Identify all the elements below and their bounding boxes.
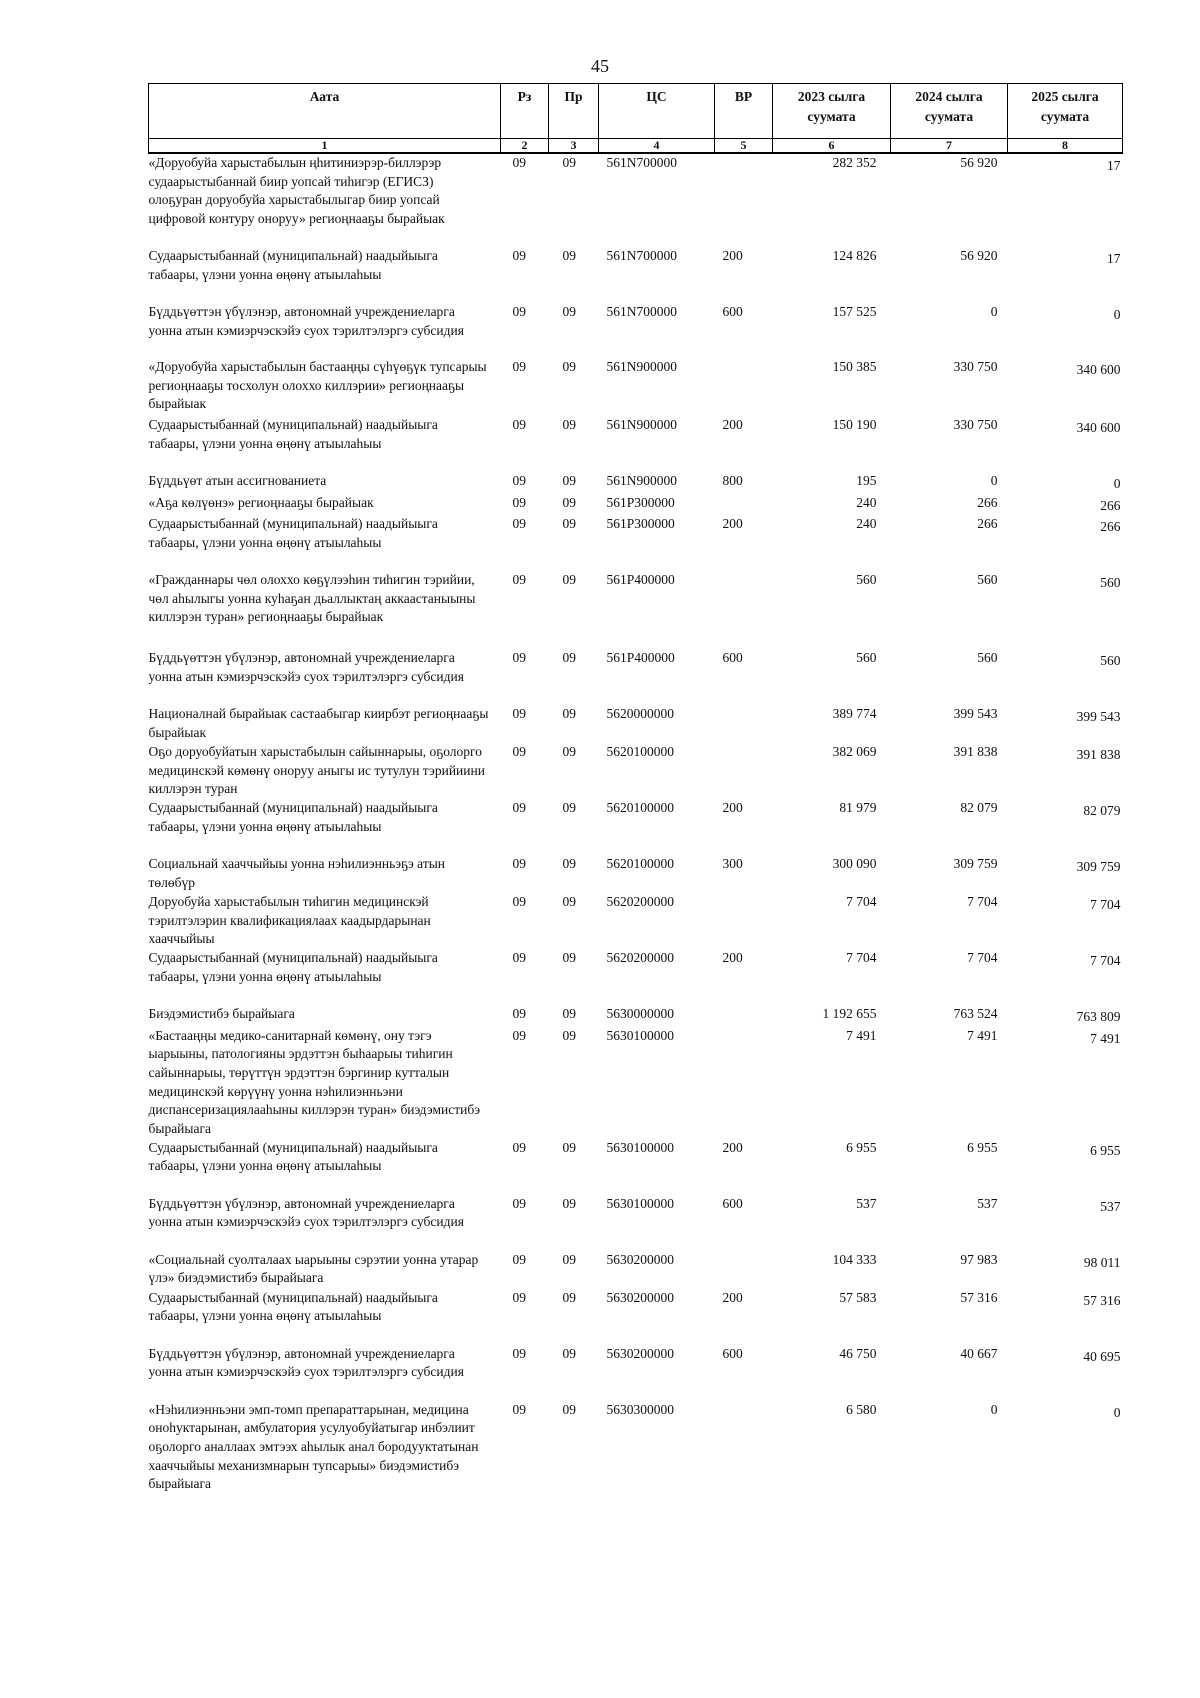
table-row [149, 893, 1123, 949]
row-amount-2024: 330 750 [953, 417, 998, 432]
row-pr: 09 [562, 572, 576, 588]
row-amount-2023: 104 333 [832, 1251, 877, 1267]
row-amount-2023: 195 [856, 473, 877, 488]
row-amount-2024: 266 [977, 516, 998, 532]
row-name: Доруобуйа харыстабылын тиһигин медицинскэй тэрилтэлэрин квалификациялаах каадырдарынан хааччыйыы [148, 894, 431, 947]
table-row [149, 743, 1123, 799]
row-name: Судаарыстыбаннай (муниципальнай) наадыйыыга табаары, үлэни уонна өңөнү атыылаһыы [148, 516, 438, 550]
column-number: 8 [1008, 139, 1123, 154]
row-vr [715, 1005, 773, 1027]
row-amount-2025: 560 [1100, 653, 1121, 669]
table-row [149, 705, 1123, 743]
row-rz: 09 [512, 516, 526, 532]
row-pr: 09 [562, 1195, 576, 1211]
row-amount-2024: 7 491 [967, 1027, 998, 1043]
row-name: Биэдэмистибэ бырайыага [148, 1006, 295, 1022]
row-amount-2024: 6 955 [967, 1139, 998, 1155]
table-row [149, 416, 1123, 472]
row-name: «Бастааңңы медико-санитарнай көмөнү, ону тэгэ ыарыыны, патологияны эрдэттэн быһаарыы тиһигин сайыннарыы, төрүттүн эрдэттэн бэргинир кутталын медицинскэй көрүүнү уонна нэһилиэнньэни диспансеризациялааһыны киллэрэн туран» биэдэмистибэ бырайыага [148, 1027, 481, 1136]
row-vr: 200 [722, 800, 743, 816]
row-rz: 09 [512, 1289, 526, 1305]
row-name: «Аҕа көлүөнэ» региоңнааҕы бырайыак [148, 494, 374, 510]
row-pr: 09 [562, 894, 576, 910]
row-cs: 5630200000 [606, 1345, 674, 1361]
row-amount-2025: 763 809 [1076, 1009, 1121, 1025]
row-amount-2024: 56 920 [960, 155, 998, 170]
row-vr: 200 [722, 1139, 743, 1155]
row-amount-2025: 7 704 [1090, 897, 1121, 913]
row-rz: 09 [512, 1251, 526, 1267]
row-pr: 09 [562, 417, 576, 432]
row-cs: 5620100000 [606, 800, 674, 816]
row-name: Судаарыстыбаннай (муниципальнай) наадыйыыга табаары, үлэни уонна өңөнү атыылаһыы [148, 417, 438, 451]
row-vr [715, 358, 773, 416]
table-row [149, 153, 1123, 247]
row-cs: 561Р400000 [606, 650, 675, 666]
row-rz: 09 [512, 1027, 526, 1043]
row-cs: 561N900000 [606, 417, 677, 432]
row-pr: 09 [562, 248, 576, 263]
row-amount-2024: 266 [977, 494, 998, 510]
row-vr: 200 [722, 417, 743, 432]
table-row [149, 1195, 1123, 1251]
row-amount-2023: 1 192 655 [822, 1006, 877, 1022]
row-rz: 09 [512, 800, 526, 816]
row-pr: 09 [562, 744, 576, 760]
row-amount-2024: 7 704 [967, 894, 998, 910]
row-pr: 09 [562, 950, 576, 966]
row-name: Судаарыстыбаннай (муниципальнай) наадыйыыга табаары, үлэни уонна өңөнү атыылаһыы [148, 248, 438, 282]
row-amount-2024: 0 [990, 304, 998, 319]
row-name: Судаарыстыбаннай (муниципальнай) наадыйыыга табаары, үлэни уонна өңөнү атыылаһыы [148, 1289, 438, 1324]
row-amount-2025: 266 [1100, 497, 1121, 513]
row-amount-2023: 240 [856, 516, 877, 532]
row-pr: 09 [562, 650, 576, 666]
row-name: «Доруобуйа харыстабылын бастааңңы сүһүөҕүк тупсарыы региоңнааҕы тосхолун олоххо киллэрии» региоңнааҕы бырайыак [148, 359, 487, 412]
row-amount-2024: 0 [990, 1401, 998, 1417]
row-vr: 200 [722, 950, 743, 966]
row-cs: 5630200000 [606, 1289, 674, 1305]
row-amount-2023: 81 979 [839, 800, 877, 816]
row-amount-2025: 17 [1107, 158, 1121, 173]
row-amount-2025: 6 955 [1090, 1142, 1121, 1158]
row-amount-2024: 56 920 [960, 248, 998, 263]
row-rz: 09 [512, 650, 526, 666]
row-pr: 09 [562, 473, 576, 488]
row-vr [715, 1401, 773, 1497]
table-row [149, 472, 1123, 494]
row-rz: 09 [512, 572, 526, 588]
row-rz: 09 [512, 494, 526, 510]
row-cs: 561Р300000 [606, 516, 675, 532]
row-amount-2024: 560 [977, 650, 998, 666]
row-amount-2025: 7 704 [1090, 953, 1121, 969]
row-name: Оҕо доруобуйатын харыстабылын сайыннарыы, оҕолорго медицинскэй көмөнү оноруу аныгы ис тутулун тэрийиини киллэрэн туран [148, 744, 485, 797]
row-pr: 09 [562, 856, 576, 872]
row-rz: 09 [512, 706, 526, 722]
row-vr [715, 571, 773, 649]
row-rz: 09 [512, 1195, 526, 1211]
row-amount-2025: 57 316 [1083, 1292, 1121, 1308]
row-amount-2024: 537 [977, 1195, 998, 1211]
row-amount-2023: 282 352 [832, 155, 877, 170]
row-cs: 561N700000 [606, 304, 677, 319]
row-pr: 09 [562, 304, 576, 319]
row-name: Бүддьүөт атын ассигнованиета [148, 473, 327, 488]
row-vr [715, 494, 773, 516]
row-name: Судаарыстыбаннай (муниципальнай) наадыйыыга табаары, үлэни уонна өңөнү атыылаһыы [148, 1139, 438, 1174]
row-amount-2025: 40 695 [1083, 1348, 1121, 1364]
row-name: Бүддьүөттэн үбүлэнэр, автономнай учреждениеларга уонна атын кэмиэрчэскэйэ суох тэрилтэлэргэ субсидия [148, 650, 464, 684]
row-amount-2023: 389 774 [832, 706, 877, 722]
row-pr: 09 [562, 494, 576, 510]
table-row [149, 1345, 1123, 1401]
header-2024: 2024 сылга суумата [891, 84, 1008, 139]
row-cs: 5620100000 [606, 856, 674, 872]
row-amount-2023: 300 090 [832, 856, 877, 872]
row-amount-2025: 98 011 [1083, 1254, 1121, 1270]
table-row [149, 1139, 1123, 1195]
row-vr [715, 743, 773, 799]
row-amount-2024: 391 838 [953, 744, 998, 760]
row-rz: 09 [512, 894, 526, 910]
row-name: Социальнай хааччыйыы уонна нэһилиэнньэҕэ атын төлөбүр [148, 856, 446, 890]
row-amount-2023: 560 [856, 572, 877, 588]
table-row [149, 358, 1123, 416]
row-cs: 5630100000 [606, 1027, 674, 1043]
row-vr: 600 [722, 1345, 743, 1361]
row-rz: 09 [512, 950, 526, 966]
row-amount-2023: 157 525 [832, 304, 877, 319]
header-2025: 2025 сылга суумата [1008, 84, 1123, 139]
row-cs: 5630100000 [606, 1195, 674, 1211]
row-vr: 600 [722, 1195, 743, 1211]
row-vr [715, 1027, 773, 1139]
row-pr: 09 [562, 1139, 576, 1155]
row-amount-2024: 560 [977, 572, 998, 588]
row-amount-2023: 7 704 [846, 894, 877, 910]
row-amount-2025: 7 491 [1090, 1030, 1121, 1046]
row-amount-2023: 57 583 [839, 1289, 877, 1305]
row-pr: 09 [562, 1345, 576, 1361]
row-rz: 09 [512, 155, 526, 170]
row-vr: 600 [722, 304, 743, 319]
row-cs: 5620200000 [606, 894, 674, 910]
table-body [149, 153, 1123, 1497]
row-amount-2025: 309 759 [1076, 859, 1121, 875]
row-amount-2024: 57 316 [960, 1289, 998, 1305]
row-vr [715, 153, 773, 247]
row-vr: 200 [722, 1289, 743, 1305]
header-name: Аата [149, 84, 501, 139]
row-amount-2025: 0 [1113, 476, 1121, 491]
row-pr: 09 [562, 1251, 576, 1267]
row-amount-2023: 6 955 [846, 1139, 877, 1155]
table-row [149, 571, 1123, 649]
row-vr: 200 [722, 516, 743, 532]
row-pr: 09 [562, 800, 576, 816]
row-amount-2023: 7 491 [846, 1027, 877, 1043]
row-amount-2024: 82 079 [960, 800, 998, 816]
row-amount-2024: 330 750 [953, 359, 998, 374]
row-cs: 5630100000 [606, 1139, 674, 1155]
row-amount-2025: 560 [1100, 575, 1121, 591]
row-name: «Доруобуйа харыстабылын ңһитиниэрэр-биллэрэр судаарыстыбаннай биир уопсай тиһигэр (ЕГИСЗ) олоҕуран доруобуйа харыстабылыгар биир уопсай цифровой контуру оноруу» региоңнааҕы бырайыак [148, 155, 445, 226]
row-amount-2024: 0 [990, 473, 998, 488]
header-cs: ЦС [599, 84, 715, 139]
row-rz: 09 [512, 359, 526, 374]
table-row [149, 1401, 1123, 1497]
row-amount-2025: 391 838 [1076, 747, 1121, 763]
row-amount-2025: 0 [1113, 307, 1121, 322]
row-rz: 09 [512, 1006, 526, 1022]
row-amount-2025: 266 [1100, 519, 1121, 535]
column-number: 2 [501, 139, 549, 154]
row-cs: 5620000000 [606, 706, 674, 722]
column-number: 7 [891, 139, 1008, 154]
header-vr: ВР [715, 84, 773, 139]
header-row [149, 84, 1123, 139]
row-amount-2025: 17 [1107, 251, 1121, 266]
row-amount-2024: 7 704 [967, 950, 998, 966]
column-number: 5 [715, 139, 773, 154]
row-amount-2025: 537 [1100, 1198, 1121, 1214]
budget-table-grid [148, 83, 1123, 1497]
row-amount-2025: 340 600 [1076, 420, 1121, 435]
row-amount-2024: 97 983 [960, 1251, 998, 1267]
row-vr: 600 [722, 650, 743, 666]
row-name: «Нэһилиэнньэни эмп-томп препараттарынан, медицина оноһуктарынан, амбулатория усулуобуйатыгар инбэлиит оҕолорго аналлаах эмтээх аһылык анал бородууктатынан хааччыйыы механизмнарын тупсарыы» биэдэмистибэ бырайыага [148, 1401, 479, 1492]
page-number: 45 [591, 56, 609, 76]
table-row [149, 649, 1123, 705]
row-cs: 5630200000 [606, 1251, 674, 1267]
row-rz: 09 [512, 248, 526, 263]
table-row [149, 1251, 1123, 1289]
row-amount-2023: 150 385 [832, 359, 877, 374]
row-amount-2023: 537 [856, 1195, 877, 1211]
row-name: Судаарыстыбаннай (муниципальнай) наадыйыыга табаары, үлэни уонна өңөнү атыылаһыы [148, 800, 438, 834]
row-amount-2025: 0 [1113, 1404, 1121, 1420]
table-row [149, 949, 1123, 1005]
row-vr: 200 [722, 248, 743, 263]
row-amount-2025: 340 600 [1076, 362, 1121, 377]
table-row [149, 247, 1123, 303]
budget-table [148, 83, 1122, 1497]
row-amount-2023: 46 750 [839, 1345, 877, 1361]
table-row [149, 855, 1123, 893]
header-2023: 2023 сылга суумата [773, 84, 891, 139]
row-name: Судаарыстыбаннай (муниципальнай) наадыйыыга табаары, үлэни уонна өңөнү атыылаһыы [148, 950, 438, 984]
row-amount-2023: 560 [856, 650, 877, 666]
row-amount-2024: 40 667 [960, 1345, 998, 1361]
table-row [149, 1005, 1123, 1027]
row-name: Бүддьүөттэн үбүлэнэр, автономнай учреждениеларга уонна атын кэмиэрчэскэйэ суох тэрилтэлэргэ субсидия [148, 304, 464, 338]
row-cs: 561N700000 [606, 155, 677, 170]
table-row [149, 799, 1123, 855]
row-vr [715, 893, 773, 949]
column-number: 1 [149, 139, 501, 154]
row-cs: 5630000000 [606, 1006, 674, 1022]
column-number-row [149, 139, 1123, 154]
table-row [149, 1289, 1123, 1345]
row-amount-2023: 6 580 [846, 1401, 877, 1417]
row-cs: 5620100000 [606, 744, 674, 760]
row-cs: 561N700000 [606, 248, 677, 263]
row-rz: 09 [512, 473, 526, 488]
row-cs: 5620200000 [606, 950, 674, 966]
row-pr: 09 [562, 359, 576, 374]
row-rz: 09 [512, 304, 526, 319]
row-name: «Гражданнары чөл олоххо көҕүлээһин тиһигин тэрийии, чөл аһылыгы уонна куһаҕан дьаллыктаң аккаастаныыны киллэрэн туран» региоңнааҕы бырайыак [148, 572, 476, 625]
row-pr: 09 [562, 1027, 576, 1043]
row-rz: 09 [512, 1345, 526, 1361]
row-cs: 561Р400000 [606, 572, 675, 588]
header-pr: Пр [549, 84, 599, 139]
header-rz: Рз [501, 84, 549, 139]
table-row [149, 494, 1123, 516]
row-amount-2023: 150 190 [832, 417, 877, 432]
column-number: 4 [599, 139, 715, 154]
row-rz: 09 [512, 744, 526, 760]
row-amount-2024: 309 759 [953, 856, 998, 872]
row-pr: 09 [562, 706, 576, 722]
row-amount-2023: 7 704 [846, 950, 877, 966]
column-number: 6 [773, 139, 891, 154]
table-row [149, 303, 1123, 358]
row-cs: 561Р300000 [606, 494, 675, 510]
row-cs: 5630300000 [606, 1401, 674, 1417]
row-pr: 09 [562, 155, 576, 170]
row-pr: 09 [562, 1006, 576, 1022]
row-vr [715, 705, 773, 743]
row-name: «Социальнай суолталаах ыарыыны сэрэтии уонна утарар үлэ» биэдэмистибэ бырайыага [148, 1251, 479, 1286]
row-amount-2024: 399 543 [953, 706, 998, 722]
table-row [149, 515, 1123, 571]
row-amount-2023: 382 069 [832, 744, 877, 760]
row-rz: 09 [512, 417, 526, 432]
row-cs: 561N900000 [606, 359, 677, 374]
row-rz: 09 [512, 856, 526, 872]
row-cs: 561N900000 [606, 473, 677, 488]
row-amount-2025: 399 543 [1076, 709, 1121, 725]
row-amount-2025: 82 079 [1083, 803, 1121, 819]
row-rz: 09 [512, 1401, 526, 1417]
column-number: 3 [549, 139, 599, 154]
table-row [149, 1027, 1123, 1139]
row-vr: 800 [722, 473, 743, 488]
row-pr: 09 [562, 1289, 576, 1305]
row-amount-2024: 763 524 [953, 1006, 998, 1022]
row-name: Националнай бырайыак састаабыгар киирбэт региоңнааҕы бырайыак [148, 706, 489, 740]
row-vr: 300 [722, 856, 743, 872]
row-vr [715, 1251, 773, 1289]
row-name: Бүддьүөттэн үбүлэнэр, автономнай учреждениеларга уонна атын кэмиэрчэскэйэ суох тэрилтэлэргэ субсидия [148, 1195, 464, 1230]
row-amount-2023: 124 826 [832, 248, 877, 263]
row-rz: 09 [512, 1139, 526, 1155]
row-pr: 09 [562, 1401, 576, 1417]
row-name: Бүддьүөттэн үбүлэнэр, автономнай учреждениеларга уонна атын кэмиэрчэскэйэ суох тэрилтэлэргэ субсидия [148, 1345, 464, 1380]
row-amount-2023: 240 [856, 494, 877, 510]
row-pr: 09 [562, 516, 576, 532]
